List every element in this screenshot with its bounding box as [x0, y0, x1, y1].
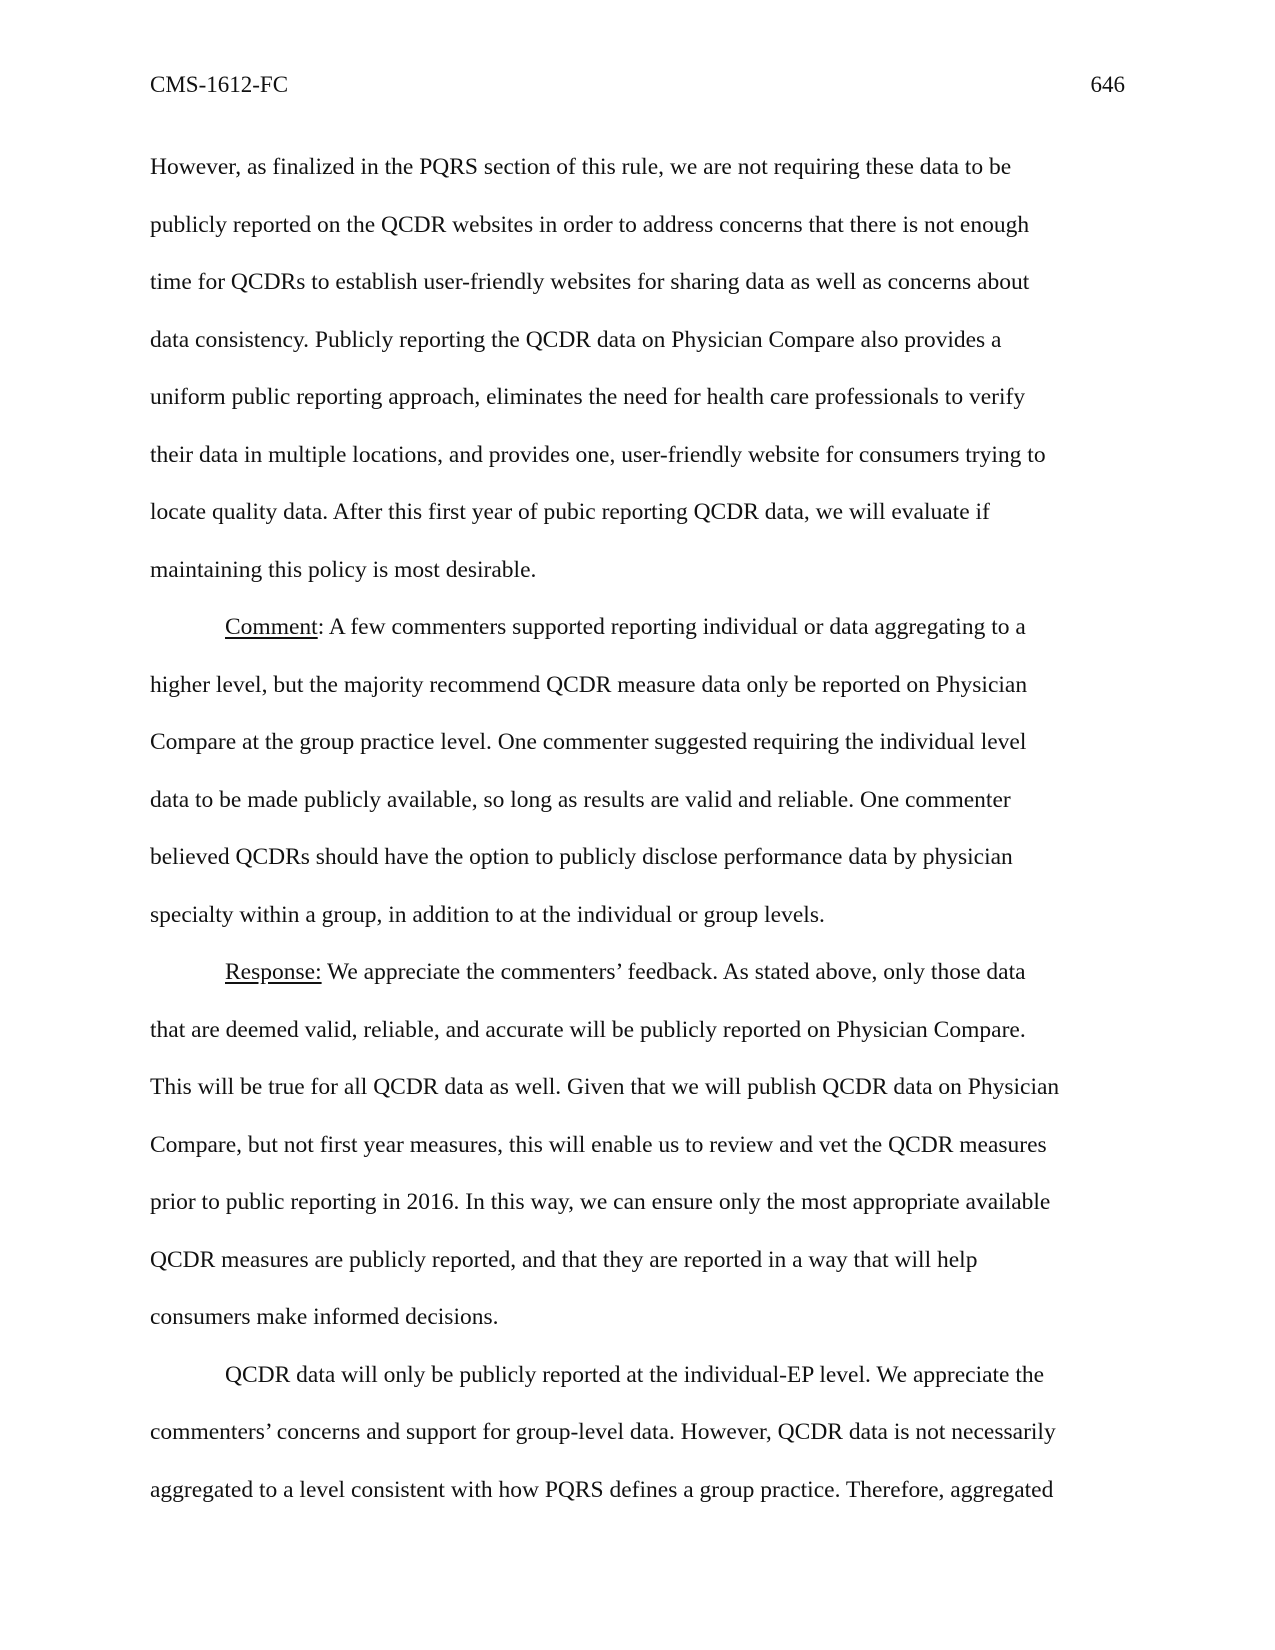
- text-line: Compare, but not first year measures, this will enable us to review and vet the QCDR measures: [150, 1131, 1047, 1158]
- text-line: publicly reported on the QCDR websites in order to address concerns that there is not enough: [150, 211, 1030, 238]
- page-header: [150, 72, 1125, 112]
- text-line: data consistency. Publicly reporting the QCDR data on Physician Compare also provides a: [150, 326, 1002, 353]
- document-id: CMS-1612-FC: [150, 72, 289, 97]
- document-body: [150, 139, 1125, 1519]
- paragraph-qcdr-level: [150, 1347, 1125, 1520]
- text-line: prior to public reporting in 2016. In this way, we can ensure only the most appropriate available: [150, 1189, 1051, 1215]
- paragraph-comment: [150, 599, 1125, 944]
- text-line: This will be true for all QCDR data as well. Given that we will publish QCDR data on Physician: [150, 1074, 1060, 1100]
- text-line: QCDR measures are publicly reported, and that they are reported in a way that will help: [150, 1246, 978, 1273]
- text-line: data to be made publicly available, so long as results are valid and reliable. One commenter: [150, 786, 1011, 813]
- text-line: time for QCDRs to establish user-friendly websites for sharing data as well as concerns about: [150, 269, 1030, 295]
- response-label: Response:: [225, 959, 322, 985]
- text-line: uniform public reporting approach, eliminates the need for health care professionals to verify: [150, 384, 1026, 410]
- text-fragment: We appreciate the commenters’ feedback. As stated above, only those data: [321, 959, 1026, 985]
- text-line: their data in multiple locations, and provides one, user-friendly website for consumers trying to: [150, 441, 1046, 468]
- paragraph-response: [150, 944, 1125, 1347]
- text-line: Compare at the group practice level. One commenter suggested requiring the individual level: [150, 729, 1027, 755]
- page-number: 646: [1090, 72, 1125, 97]
- comment-label: Comment: [225, 614, 318, 640]
- paragraph-intro: [150, 139, 1125, 599]
- text-line: locate quality data. After this first year of pubic reporting QCDR data, we will evaluate if: [150, 499, 990, 525]
- text-line: that are deemed valid, reliable, and accurate will be publicly reported on Physician Compare.: [150, 1016, 1026, 1043]
- text-line: maintaining this policy is most desirable.: [150, 556, 537, 583]
- text-line: specialty within a group, in addition to at the individual or group levels.: [150, 901, 825, 928]
- text-line: commenters’ concerns and support for group-level data. However, QCDR data is not necessarily: [150, 1419, 1056, 1445]
- text-line: [150, 599, 1125, 657]
- text-line: However, as finalized in the PQRS section of this rule, we are not requiring these data to be: [150, 154, 1012, 180]
- text-line: aggregated to a level consistent with how PQRS defines a group practice. Therefore, aggregated: [150, 1476, 1054, 1503]
- text-line: [150, 944, 1125, 1002]
- text-fragment: : A few commenters supported reporting individual or data aggregating to a: [317, 614, 1026, 640]
- text-line: QCDR data will only be publicly reported at the individual-EP level. We appreciate the: [225, 1361, 1045, 1388]
- text-line: higher level, but the majority recommend QCDR measure data only be reported on Physician: [150, 671, 1028, 698]
- text-line: believed QCDRs should have the option to publicly disclose performance data by physician: [150, 844, 1013, 870]
- text-line: consumers make informed decisions.: [150, 1304, 499, 1330]
